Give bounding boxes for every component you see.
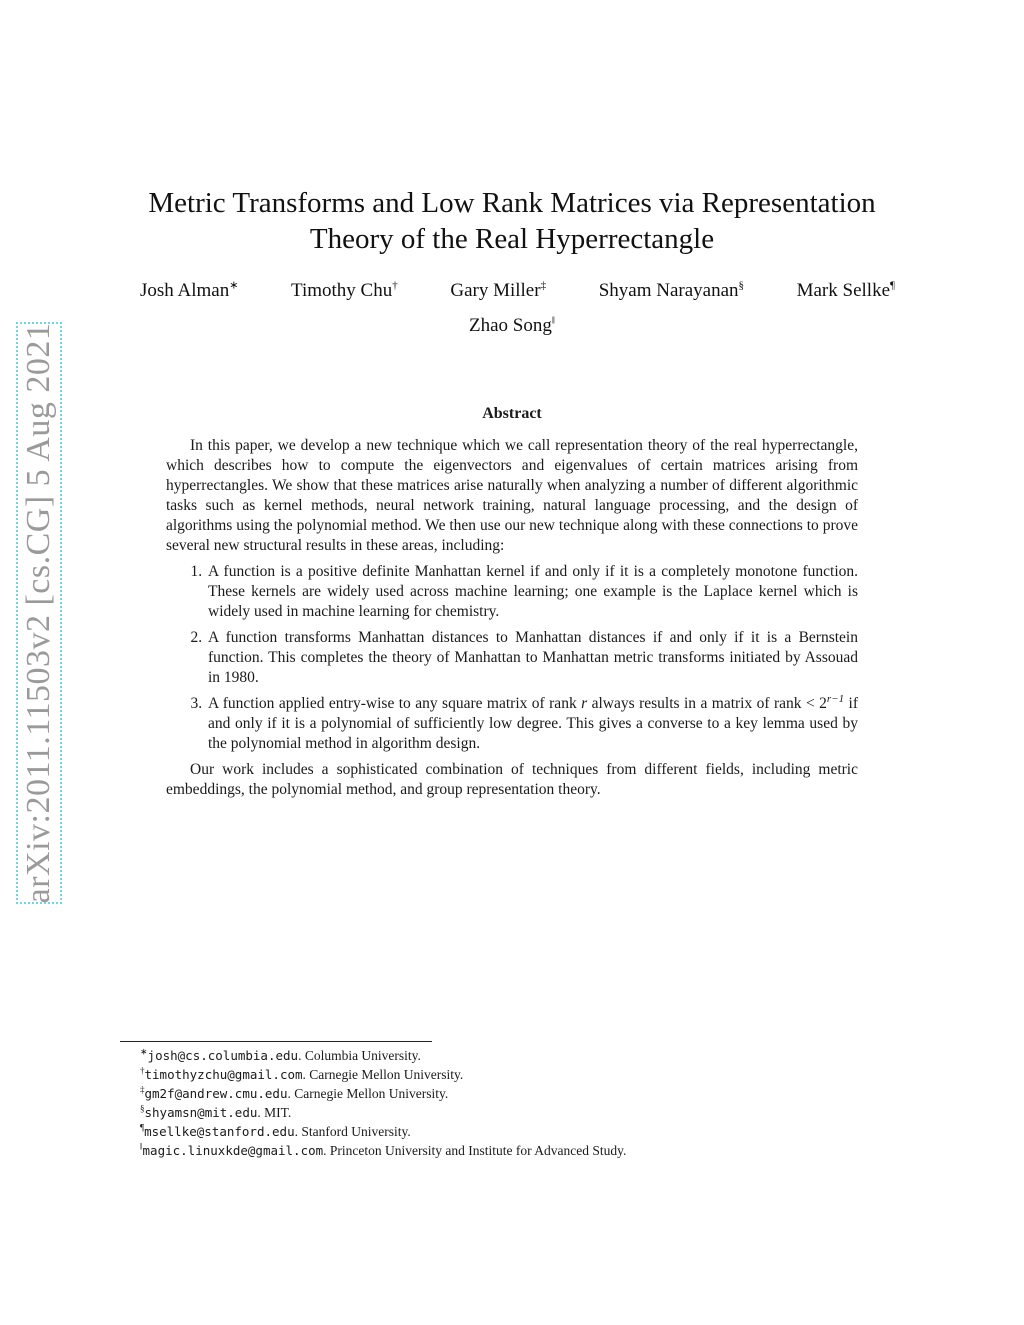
paper-title <box>120 185 904 257</box>
footnote-rule <box>120 1041 432 1042</box>
email-address: msellke@stanford.edu <box>144 1124 295 1139</box>
math-variable: r <box>581 695 588 712</box>
author-footnote-mark: § <box>738 279 744 292</box>
footnote: ‡gm2f@andrew.cmu.edu. Carnegie Mellon University. <box>140 1084 449 1101</box>
footnote: §shyamsn@mit.edu. MIT. <box>140 1103 292 1120</box>
author: Zhao Song‖ <box>469 314 555 336</box>
abstract-closing: Our work includes a sophisticated combination of techniques from different fields, including metric embeddings, the polynomial method, and group representation theory. <box>166 761 858 798</box>
author: Mark Sellke¶ <box>796 279 895 301</box>
email-address: shyamsn@mit.edu <box>144 1105 258 1120</box>
abstract-body <box>166 436 858 800</box>
author-footnote-mark: † <box>392 279 398 292</box>
email-address: josh@cs.columbia.edu <box>147 1048 299 1063</box>
footnote: ‖magic.linuxkde@gmail.com. Princeton University and Institute for Advanced Study. <box>140 1141 627 1158</box>
author-list <box>140 280 895 302</box>
footnote: ∗josh@cs.columbia.edu. Columbia University. <box>140 1046 421 1063</box>
footnote: †timothyzchu@gmail.com. Carnegie Mellon University. <box>140 1065 464 1082</box>
author: Shyam Narayanan§ <box>598 279 744 301</box>
abstract-intro: In this paper, we develop a new technique which we call representation theory of the real hyperrectangle, which describes how to compute the eigenvectors and eigenvalues of certain matrices arising from hyperrectangles. We show that these matrices arise naturally when analyzing a number of different algorithmic tasks such as kernel methods, neural network training, natural language processing, and the design of algorithms using the polynomial method. We then use our new technique along with these connections to prove several new structural results in these areas, including: <box>166 437 858 554</box>
author-footnote-mark: ‖ <box>551 314 555 327</box>
arxiv-identifier: arXiv:2011.11503v2 [cs.CG] 5 Aug 2021 <box>20 322 57 904</box>
result-item: 1. A function is a positive definite Manhattan kernel if and only if it is a completely monotone function. These kernels are widely used across machine learning; one example is the Laplace kernel which is widely used in machine learning for chemistry. <box>206 562 858 622</box>
abstract-heading: Abstract <box>482 405 542 422</box>
author-footnote-mark: ‡ <box>540 279 547 292</box>
title-line-2: Theory of the Real Hyperrectangle <box>309 223 715 255</box>
footnote: ¶msellke@stanford.edu. Stanford University. <box>140 1122 411 1139</box>
author: Josh Alman∗ <box>140 279 239 301</box>
title-line-1: Metric Transforms and Low Rank Matrices via Representation <box>148 187 876 219</box>
author-list-row-2 <box>0 315 1024 337</box>
results-list <box>166 562 858 754</box>
math-exponent: r−1 <box>826 692 845 705</box>
author-footnote-mark: ¶ <box>890 279 895 292</box>
author: Timothy Chu† <box>291 279 398 301</box>
email-address: timothyzchu@gmail.com <box>144 1067 303 1082</box>
author-footnote-mark: ∗ <box>229 279 239 292</box>
result-item: 2. A function transforms Manhattan distances to Manhattan distances if and only if it is a Bernstein function. This completes the theory of Manhattan to Manhattan metric transforms initiated by Assouad in 1980. <box>206 628 858 688</box>
result-item: 3. A function applied entry-wise to any square matrix of rank r always results in a matrix of rank < $2^{r-1}$ if and only if it is a polynomial of sufficiently low degree. This gives a converse to a key lemma used by the polynomial method in algorithm design. <box>206 694 858 754</box>
email-address: magic.linuxkde@gmail.com <box>142 1143 324 1158</box>
footnotes <box>140 1046 900 1160</box>
email-address: gm2f@andrew.cmu.edu <box>144 1086 288 1101</box>
author: Gary Miller‡ <box>450 279 547 301</box>
